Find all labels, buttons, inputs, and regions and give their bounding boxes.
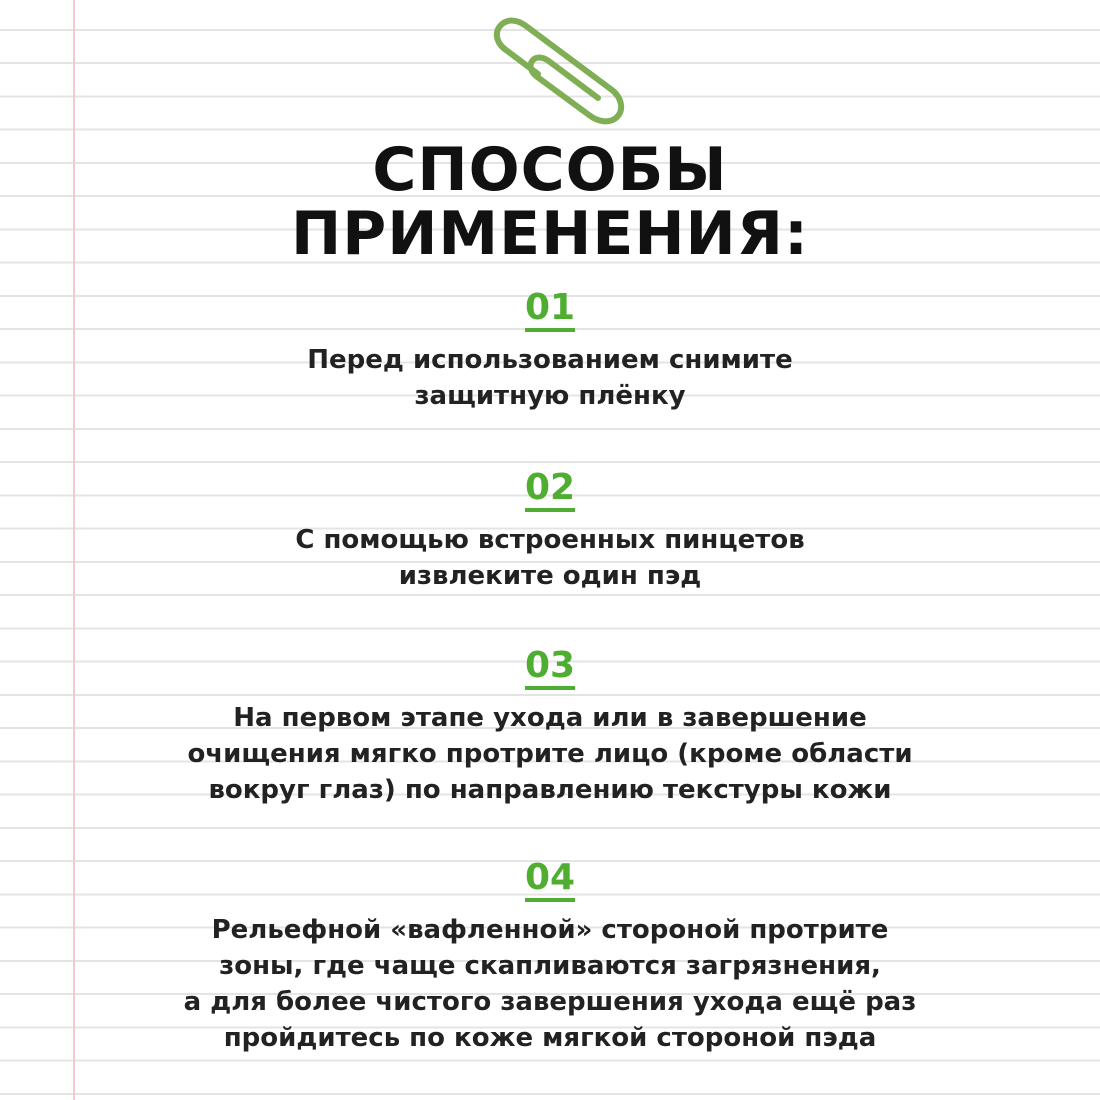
step-text-line: С помощью встроенных пинцетов xyxy=(295,525,805,555)
step-text-line: а для более чистого завершения ухода ещё раз xyxy=(183,987,917,1017)
step-number: 02 xyxy=(525,468,575,512)
step-number: 04 xyxy=(525,858,575,902)
step-text-line: извлеките один пэд xyxy=(398,561,702,591)
step-2 xyxy=(100,468,1000,594)
step-text-line: На первом этапе ухода или в завершение xyxy=(233,703,867,733)
step-1 xyxy=(100,288,1000,414)
step-text xyxy=(100,522,1000,594)
step-text-line: защитную плёнку xyxy=(414,381,686,411)
paperclip-icon xyxy=(480,12,640,132)
step-number: 01 xyxy=(525,288,575,332)
step-3 xyxy=(100,646,1000,808)
step-text-line: очищения мягко протрите лицо (кроме области xyxy=(187,739,913,769)
step-text-line: зоны, где чаще скапливаются загрязнения, xyxy=(219,951,881,981)
step-text-line: вокруг глаз) по направлению текстуры кожи xyxy=(208,775,892,805)
title-line-1: СПОСОБЫ xyxy=(372,135,728,205)
step-number: 03 xyxy=(525,646,575,690)
title-line-2: ПРИМЕНЕНИЯ: xyxy=(291,199,809,269)
step-text-line: Рельефной «вафленной» стороной протрите xyxy=(211,915,889,945)
step-text xyxy=(100,700,1000,808)
step-text-line: Перед использованием снимите xyxy=(307,345,793,375)
page-title xyxy=(0,135,1100,269)
step-4 xyxy=(100,858,1000,1056)
step-text xyxy=(100,912,1000,1056)
step-text-line: пройдитесь по коже мягкой стороной пэда xyxy=(223,1023,877,1053)
step-text xyxy=(100,342,1000,414)
